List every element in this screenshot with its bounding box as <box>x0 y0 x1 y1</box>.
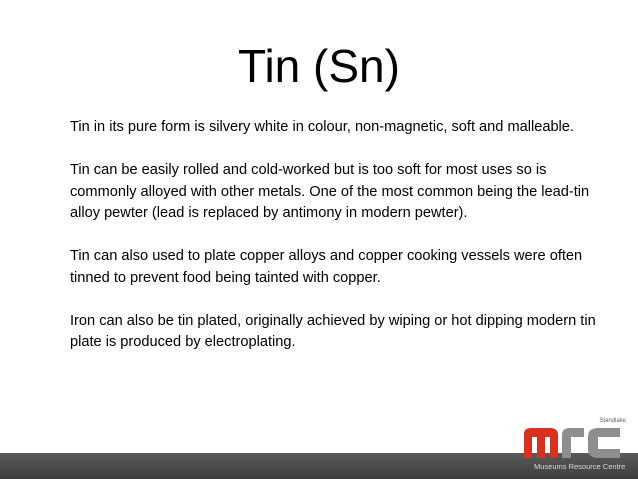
logo-tagline: Standlake <box>599 418 626 424</box>
paragraph-alloys: Tin can be easily rolled and cold-worked but is too soft for most uses so is commonly alloyed with other metals. One of the most common being the lead-tin alloy pewter (lead is replaced by antimony in modern pewter). <box>70 162 590 221</box>
slide-body <box>70 117 610 375</box>
logo-letter-m <box>524 428 558 458</box>
paragraph-pure-form: Tin in its pure form is silvery white in colour, non-magnetic, soft and malleable. <box>70 119 574 135</box>
logo-letter-r <box>562 428 584 458</box>
logo-letters <box>524 428 620 458</box>
logo-caption: Museums Resource Centre <box>534 462 626 471</box>
paragraph-tin-plate: Iron can also be tin plated, originally achieved by wiping or hot dipping modern tin plate is produced by electroplating. <box>70 312 596 350</box>
paragraph-plating-copper: Tin can also used to plate copper alloys and copper cooking vessels were often tinned to prevent food being tainted with copper. <box>70 248 583 286</box>
slide-title: Tin (Sn) <box>238 40 400 92</box>
logo-letter-c <box>588 428 620 458</box>
